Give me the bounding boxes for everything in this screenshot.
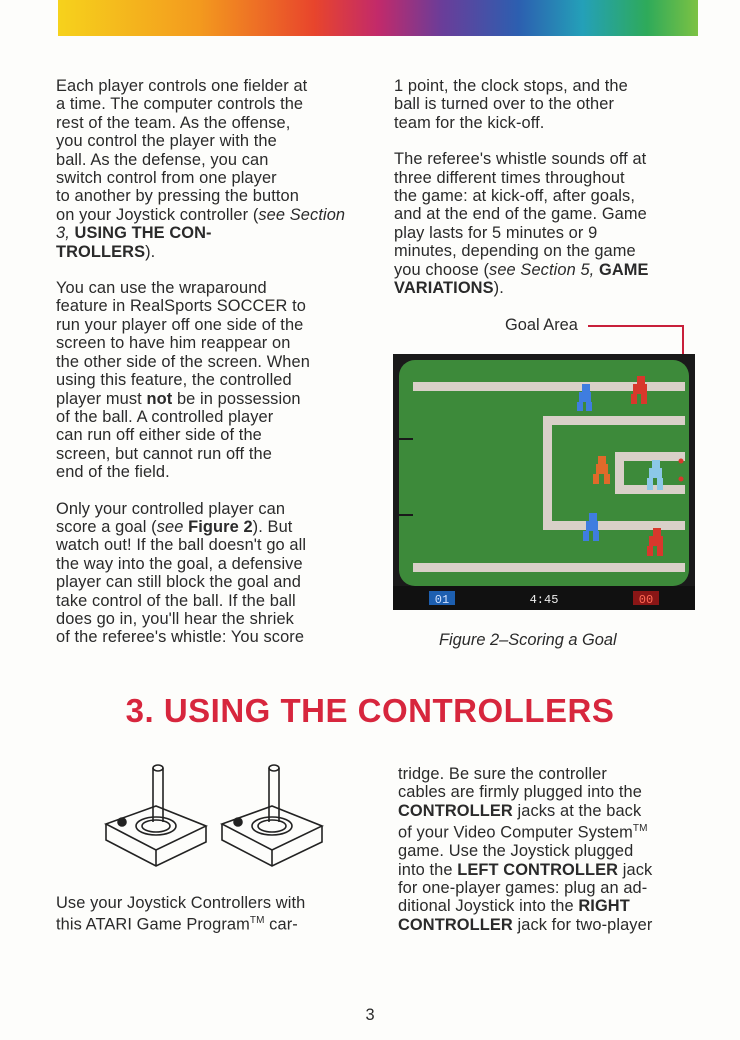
trademark: TM bbox=[632, 823, 648, 835]
text-line: player must bbox=[56, 389, 142, 408]
goal-post-marker bbox=[679, 477, 684, 482]
text-line: Each player controls one fielder at bbox=[56, 77, 308, 95]
see-reference: see bbox=[156, 517, 184, 536]
right-column-text bbox=[394, 77, 698, 315]
text-line: car- bbox=[264, 915, 298, 934]
paragraph-point bbox=[394, 77, 698, 132]
text-line: You can use the wraparound bbox=[56, 279, 267, 298]
text-line: to another by pressing the button bbox=[56, 187, 299, 206]
text-line: does go in, you'll hear the shriek bbox=[56, 609, 294, 628]
text-line: The referee's whistle sounds off at bbox=[394, 150, 647, 169]
text-line: game. Use the Joystick plugged bbox=[398, 842, 634, 861]
text-line: you choose ( bbox=[394, 260, 490, 279]
section-reference-bold: GAME bbox=[598, 260, 649, 279]
text-line: end of the field. bbox=[56, 463, 170, 482]
page-number: 3 bbox=[365, 1006, 375, 1024]
text-line: jacks at the back bbox=[512, 801, 642, 820]
text-line: run your player off one side of the bbox=[56, 315, 304, 334]
text-line: using this feature, the controlled bbox=[56, 371, 292, 390]
emphasis-not: not bbox=[146, 389, 173, 408]
text-line: ). But bbox=[252, 517, 293, 536]
text-line: player can still block the goal and bbox=[56, 573, 301, 592]
controller-term: RIGHT bbox=[578, 897, 630, 916]
paragraph-wraparound bbox=[56, 279, 356, 481]
callout-line bbox=[588, 325, 683, 327]
soccer-field-illustration bbox=[393, 354, 695, 610]
text-line: this ATARI Game Program bbox=[56, 915, 250, 934]
paragraph-scoring bbox=[56, 500, 356, 647]
controller-term: CONTROLLER bbox=[398, 915, 513, 934]
paragraph-control bbox=[56, 77, 356, 261]
text-line: the way into the goal, a defensive bbox=[56, 554, 303, 573]
text-line: team for the kick-off. bbox=[394, 113, 545, 132]
text-line: cables are firmly plugged into the bbox=[398, 783, 642, 802]
controllers-instructions-text bbox=[398, 765, 702, 934]
text-line: of the ball. A controlled player bbox=[56, 407, 274, 426]
text-line: of your Video Computer System bbox=[398, 823, 633, 842]
text-line: ). bbox=[493, 279, 504, 298]
section-reference: see Section 5, bbox=[489, 260, 595, 279]
section-reference-bold: VARIATIONS bbox=[394, 279, 494, 298]
controller-term: LEFT CONTROLLER bbox=[457, 860, 619, 879]
text-line: minutes, depending on the game bbox=[394, 242, 636, 261]
text-line: switch control from one player bbox=[56, 169, 277, 188]
text-line: 1 point, the clock stops, and the bbox=[394, 77, 628, 95]
text-line: rest of the team. As the offense, bbox=[56, 113, 291, 132]
text-line: watch out! If the ball doesn't go all bbox=[56, 536, 307, 555]
text-line: Use your Joystick Controllers with bbox=[56, 894, 306, 912]
goal-post-marker bbox=[679, 459, 684, 464]
text-line: jack for two-player bbox=[512, 915, 653, 934]
text-line: ball. As the defense, you can bbox=[56, 150, 269, 169]
game-screenshot-figure bbox=[393, 354, 695, 610]
joystick-icon bbox=[222, 765, 322, 866]
goal-area-label: Goal Area bbox=[505, 316, 578, 334]
text-line: ditional Joystick into the bbox=[398, 897, 579, 916]
text-line: and at the end of the game. Game bbox=[394, 205, 647, 224]
text-line: screen to have him reappear on bbox=[56, 334, 291, 353]
text-line: ball is turned over to the other bbox=[394, 95, 615, 114]
text-line: the game: at kick-off, after goals, bbox=[394, 187, 635, 206]
text-line: on your Joystick controller ( bbox=[56, 205, 259, 224]
text-line: Only your controlled player can bbox=[56, 499, 286, 518]
text-line: play lasts for 5 minutes or 9 bbox=[394, 223, 598, 242]
left-column-text bbox=[56, 77, 356, 665]
joystick-icon bbox=[106, 765, 206, 866]
text-line: feature in RealSports SOCCER to bbox=[56, 297, 306, 316]
figure-caption: Figure 2–Scoring a Goal bbox=[439, 631, 617, 649]
text-line: tridge. Be sure the controller bbox=[398, 765, 607, 783]
text-line: of the referee's whistle: You score bbox=[56, 628, 305, 647]
text-line: for one-player games: plug an ad- bbox=[398, 878, 648, 897]
text-line: can run off either side of the bbox=[56, 426, 262, 445]
rainbow-header-band bbox=[58, 0, 698, 36]
section-reference: see Section 3, bbox=[56, 205, 346, 243]
score-right: 00 bbox=[638, 593, 654, 607]
controller-term: CONTROLLER bbox=[398, 801, 513, 820]
text-line: three different times throughout bbox=[394, 168, 625, 187]
text-line: you control the player with the bbox=[56, 132, 277, 151]
text-line: the other side of the screen. When bbox=[56, 352, 310, 371]
figure-reference: Figure 2 bbox=[188, 517, 253, 536]
section-reference-bold: USING THE CON- bbox=[74, 224, 212, 243]
text-line: score a goal ( bbox=[56, 517, 157, 536]
text-line: screen, but cannot run off the bbox=[56, 444, 272, 463]
joystick-controllers-illustration bbox=[98, 762, 330, 880]
text-line: be in possession bbox=[176, 389, 301, 408]
trademark: TM bbox=[249, 915, 265, 927]
paragraph-whistle bbox=[394, 150, 698, 297]
text-line: into the bbox=[398, 860, 458, 879]
section-title: 3. USING THE CONTROLLERS bbox=[125, 692, 615, 729]
text-line: jack bbox=[618, 860, 653, 879]
controllers-intro-text bbox=[56, 894, 356, 934]
score-left: 01 bbox=[434, 593, 450, 607]
section-reference-bold: TROLLERS bbox=[56, 242, 146, 261]
text-line: take control of the ball. If the ball bbox=[56, 591, 296, 610]
text-line: a time. The computer controls the bbox=[56, 95, 304, 114]
game-clock: 4:45 bbox=[529, 593, 559, 607]
text-line: ). bbox=[145, 242, 156, 261]
